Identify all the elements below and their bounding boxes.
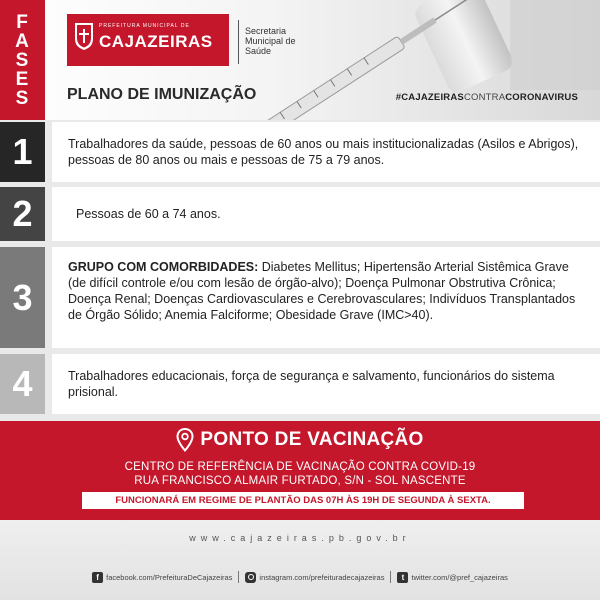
- phase-number: 4: [0, 354, 45, 414]
- fases-letter: F: [16, 11, 29, 33]
- logo-divider: [238, 20, 239, 64]
- phase-description: GRUPO COM COMORBIDADES: Diabetes Mellitus; Hipertensão Arterial Sistêmica Grave (de difícil controle e/ou com lesão de órgão-alvo); Doença Pulmonar Obstrutiva Crônica; Doença Renal; Doenças Cardiovasculares e Cerebrovasculares; Indivíduos Transplantados de Órgão Sólido; Anemia Falciforme; Obesidade Grave (IMC>40).: [68, 260, 576, 322]
- logo-top-text: PREFEITURA MUNICIPAL DE: [99, 23, 190, 29]
- instagram-icon: [245, 572, 256, 583]
- twitter-icon: t: [397, 572, 408, 583]
- vaccination-schedule-notice: FUNCIONARÁ EM REGIME DE PLANTÃO DAS 07H ÀS 19H DE SEGUNDA À SEXTA.: [82, 492, 524, 509]
- prefeitura-logo: [67, 14, 229, 66]
- fases-letter: S: [15, 87, 30, 109]
- phase-card: [52, 354, 600, 414]
- vaccination-center-name: CENTRO DE REFERÊNCIA DE VACINAÇÃO CONTRA COVID-19: [124, 461, 476, 473]
- divider: [390, 571, 391, 583]
- logo-city-name: CAJAZEIRAS: [99, 32, 213, 51]
- fases-letter: S: [15, 49, 30, 71]
- fases-letter: E: [15, 68, 30, 90]
- city-crest-icon: [73, 21, 95, 51]
- location-pin-icon: [176, 428, 194, 452]
- phase-description: Pessoas de 60 a 74 anos.: [76, 207, 221, 221]
- hashtag-label: #CAJAZEIRASCONTRACORONAVIRUS: [395, 92, 578, 103]
- phase-description: Trabalhadores da saúde, pessoas de 60 anos ou mais institucionalizadas (Asilos e Abrigos), pessoas de 80 anos ou mais e pessoas de 75 a 79 anos.: [68, 137, 579, 167]
- vaccination-title: PONTO DE VACINAÇÃO: [200, 429, 424, 450]
- facebook-icon: f: [92, 572, 103, 583]
- phase-card: [52, 187, 600, 241]
- twitter-link[interactable]: t twitter.com/@pref_cajazeiras: [397, 572, 507, 583]
- footer: [0, 520, 600, 600]
- phase-number: 2: [0, 187, 45, 241]
- phase-number: 3: [0, 247, 45, 348]
- page-title: PLANO DE IMUNIZAÇÃO: [67, 86, 257, 103]
- phase-card: [52, 122, 600, 182]
- facebook-link[interactable]: f facebook.com/PrefeituraDeCajazeiras: [92, 572, 232, 583]
- phase-1: [0, 122, 600, 182]
- website-link[interactable]: www.cajazeiras.pb.gov.br: [189, 533, 411, 543]
- header: [0, 0, 600, 120]
- social-links: [0, 571, 600, 583]
- phase-2: [0, 187, 600, 241]
- phase-group-title: GRUPO COM COMORBIDADES:: [68, 260, 259, 274]
- phase-3: [0, 247, 600, 348]
- divider: [238, 571, 239, 583]
- vaccination-address: RUA FRANCISCO ALMAIR FURTADO, S/N - SOL NASCENTE: [134, 475, 466, 487]
- phase-card: [52, 247, 600, 348]
- fases-side-label: [0, 0, 45, 120]
- instagram-link[interactable]: instagram.com/prefeituradecajazeiras: [245, 572, 384, 583]
- phase-description: Trabalhadores educacionais, força de segurança e salvamento, funcionários do sistema prisional.: [68, 369, 555, 399]
- vaccination-point-section: [0, 421, 600, 520]
- phase-number: 1: [0, 122, 45, 182]
- vaccination-title-row: [0, 428, 600, 452]
- phase-4: [0, 354, 600, 414]
- fases-letter: A: [15, 30, 30, 52]
- secretaria-label: Secretaria Municipal de Saúde: [245, 26, 296, 56]
